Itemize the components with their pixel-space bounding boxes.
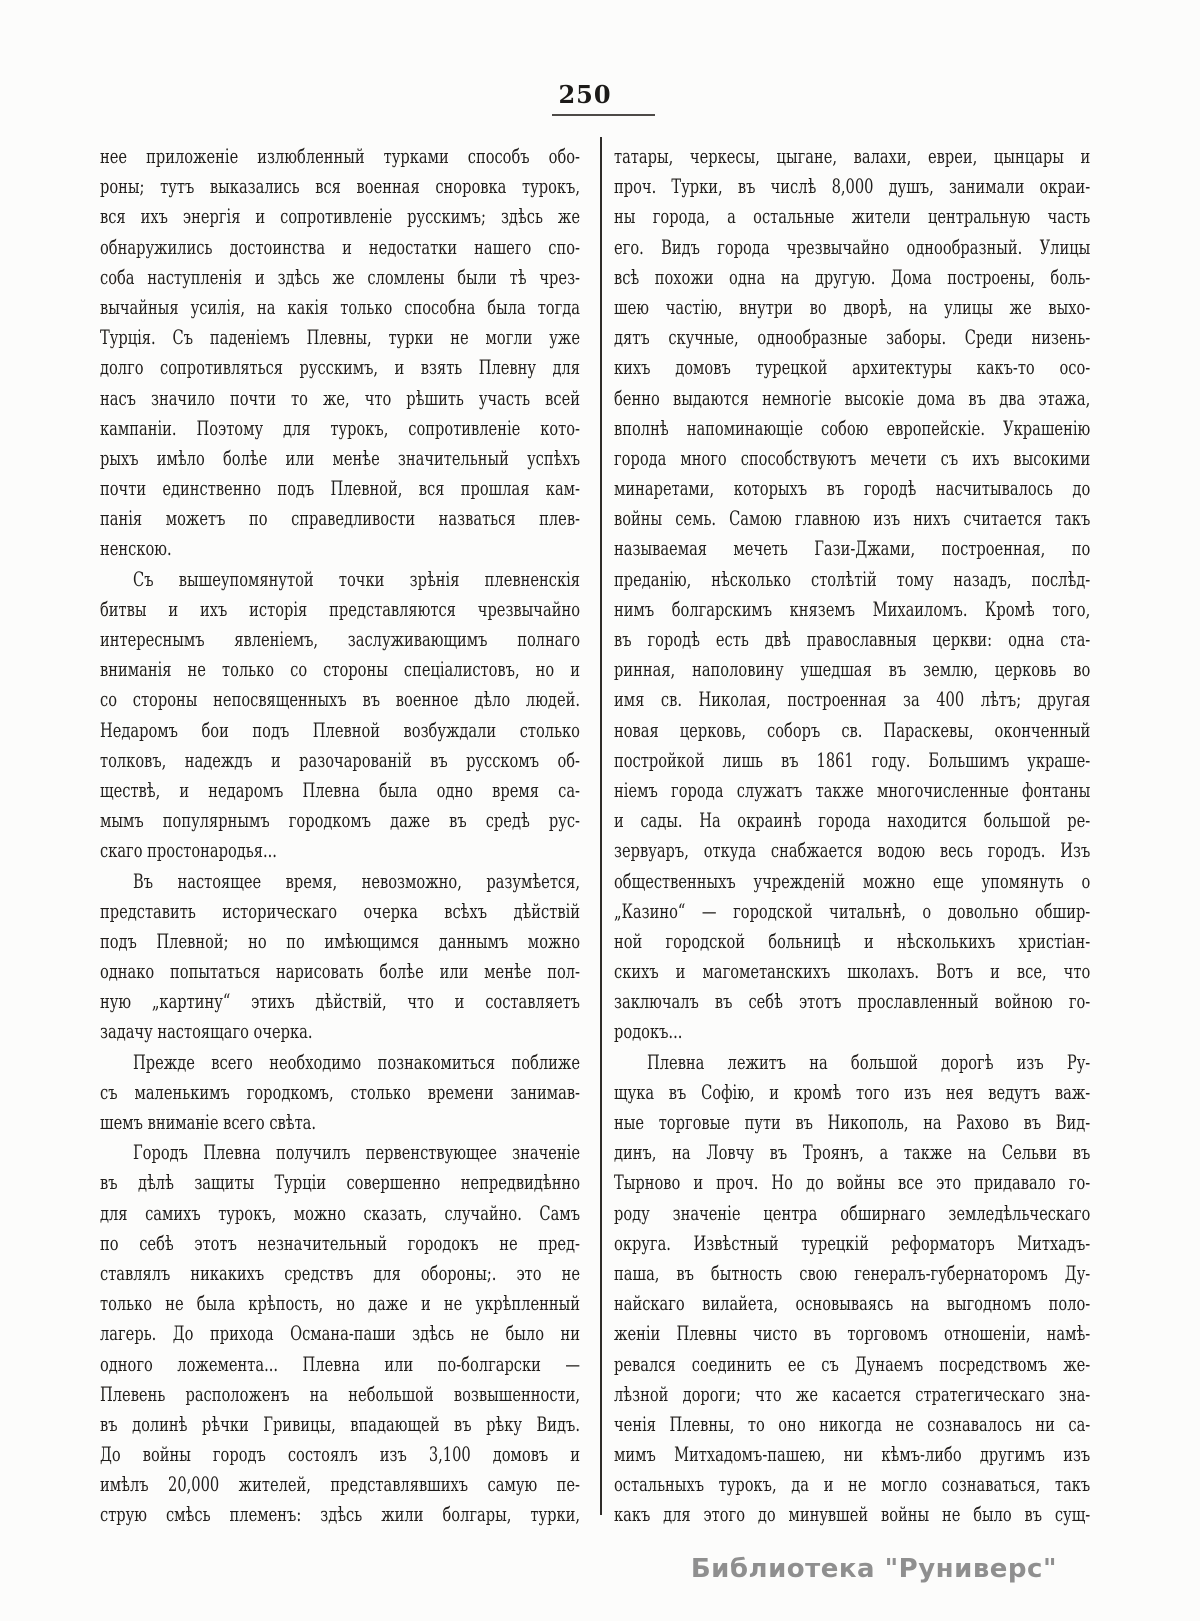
text-line: роны; тутъ выказались вся военная сноровка турокъ, bbox=[100, 175, 580, 199]
text-line: ную „картину“ этихъ дѣйствій, что и составляетъ bbox=[100, 990, 580, 1014]
text-line: общественныхъ учрежденій можно еще упомянуть о bbox=[614, 869, 1091, 893]
text-line: Недаромъ бои подъ Плевной возбуждали столько bbox=[100, 718, 580, 742]
text-line: женіи Плевны чисто въ торговомъ отношеніи, намѣ- bbox=[614, 1322, 1091, 1346]
text-line: остальныхъ турокъ, да и не могло сознаваться, такъ bbox=[614, 1473, 1091, 1497]
text-line: кампаніи. Поэтому для турокъ, сопротивленіе кото- bbox=[100, 416, 580, 440]
text-line: панія можетъ по справедливости назваться плев- bbox=[100, 507, 580, 531]
text-line: найскаго вилайета, основываясь на выгодномъ поло- bbox=[614, 1292, 1091, 1316]
text-line: вычайныя усилія, на какія только способна была тогда bbox=[100, 295, 580, 319]
text-line: Тырново и проч. Но до войны все это придавало го- bbox=[614, 1171, 1091, 1195]
text-line: шемъ вниманіе всего свѣта. bbox=[100, 1111, 317, 1134]
text-line: подъ Плевной; но по имѣющимся даннымъ можно bbox=[100, 929, 580, 953]
text-line: До войны городъ состоялъ изъ 3,100 домовъ и bbox=[100, 1443, 580, 1467]
text-line: ненскою. bbox=[100, 537, 172, 561]
text-line: соба наступленія и здѣсь же сломлены были тѣ чрез- bbox=[100, 265, 580, 289]
text-line: имѣлъ 20,000 жителей, представлявшихъ самую пе- bbox=[100, 1473, 580, 1497]
text-line: съ маленькимъ городкомъ, столько времени занимав- bbox=[100, 1080, 580, 1104]
text-line: интереснымъ явленіемъ, заслуживающимъ полнаго bbox=[100, 628, 580, 651]
text-line: нее приложеніе излюбленный турками способъ обо- bbox=[100, 145, 580, 168]
text-line: роду значеніе центра обширнаго земледѣльческаго bbox=[614, 1201, 1091, 1225]
text-line: скихъ и магометанскихъ школахъ. Вотъ и все, что bbox=[614, 960, 1091, 984]
text-line: обнаружились достоинства и недостатки нашего спо- bbox=[100, 235, 580, 259]
text-line: ревался соединить ее съ Дунаемъ посредствомъ же- bbox=[614, 1352, 1091, 1376]
text-line: струю смѣсь племенъ: здѣсь жили болгары, турки, bbox=[100, 1503, 580, 1527]
text-line: одного ложемента... Плевна или по-болгарски — bbox=[100, 1352, 580, 1376]
page-number-rule bbox=[552, 114, 655, 116]
text-line: вполнѣ напоминающіе собою европейскіе. Украшенію bbox=[614, 416, 1091, 440]
text-line: въ долинѣ рѣчки Гривицы, впадающей въ рѣку Видъ. bbox=[100, 1412, 580, 1436]
text-line: города много способствуютъ мечети съ ихъ высокими bbox=[614, 446, 1091, 470]
text-line: мимъ Митхадомъ-пашею, ни кѣмъ-либо другимъ изъ bbox=[614, 1443, 1091, 1467]
text-line: ченія Плевны, то оно никогда не сознавалось ни са- bbox=[614, 1412, 1091, 1436]
text-line: его. Видъ города чрезвычайно однообразный. Улицы bbox=[614, 235, 1091, 259]
text-line: щука въ Софію, и кромѣ того изъ нея ведутъ важ- bbox=[614, 1080, 1091, 1104]
text-line: лѣзной дороги; что же касается стратегическаго зна- bbox=[614, 1382, 1091, 1406]
text-line: родокъ... bbox=[614, 1020, 683, 1044]
text-line: „Казино“ — городской читальнѣ, о довольно обшир- bbox=[614, 899, 1091, 923]
text-line: преданію, нѣсколько столѣтій тому назадъ, послѣд- bbox=[614, 567, 1091, 591]
text-line: почти единственно подъ Плевной, вся прошлая кам- bbox=[100, 477, 580, 501]
text-line: только не была крѣпость, но даже и не укрѣпленный bbox=[100, 1292, 580, 1316]
text-line: для самихъ турокъ, можно сказать, случайно. Самъ bbox=[100, 1201, 580, 1225]
text-line: ществѣ, и недаромъ Плевна была одно время са- bbox=[100, 778, 580, 802]
right-column bbox=[614, 142, 1090, 1531]
text-line: кихъ домовъ турецкой архитектуры какъ-то осо- bbox=[614, 356, 1091, 380]
text-line: насъ значило почти то же, что рѣшить участь всей bbox=[100, 386, 580, 410]
text-line: округа. Извѣстный турецкій реформаторъ Митхадъ- bbox=[614, 1231, 1091, 1255]
left-column bbox=[100, 142, 580, 1531]
text-line: Въ настоящее время, невозможно, разумѣется, bbox=[133, 869, 580, 893]
text-line: вниманія не только со стороны спеціалистовъ, но и bbox=[100, 658, 580, 682]
text-line: динъ, на Ловчу въ Троянъ, а также на Сельви въ bbox=[614, 1141, 1091, 1165]
text-line: долго сопротивляться русскимъ, и взять Плевну для bbox=[100, 356, 580, 380]
column-divider bbox=[600, 137, 602, 1515]
text-line: Съ вышеупомянутой точки зрѣнія плевненскія bbox=[133, 567, 580, 591]
text-line: ринная, наполовину ушедшая въ землю, церковь во bbox=[614, 658, 1091, 682]
text-line: вся ихъ энергія и сопротивленіе русскимъ; здѣсь же bbox=[100, 205, 580, 229]
text-line: какъ для этого до минувшей войны не было въ сущ- bbox=[614, 1503, 1091, 1527]
text-line: ставлялъ никакихъ средствъ для обороны;. это не bbox=[100, 1261, 580, 1285]
text-line: и сады. На окраинѣ города находится большой ре- bbox=[614, 809, 1091, 833]
text-line: имя св. Николая, построенная за 400 лѣтъ; другая bbox=[614, 688, 1091, 712]
text-line: Городъ Плевна получилъ первенствующее значеніе bbox=[133, 1141, 580, 1165]
text-line: рыхъ имѣло болѣе или менѣе значительный успѣхъ bbox=[100, 446, 580, 470]
text-line: зервуаръ, откуда снабжается водою весь городъ. Изъ bbox=[614, 839, 1091, 863]
text-line: проч. Турки, въ числѣ 8,000 душъ, занимали окраи- bbox=[614, 175, 1091, 199]
text-line: толковъ, надеждъ и разочарованій въ русскомъ об- bbox=[100, 748, 580, 772]
text-line: ные торговые пути въ Никополь, на Рахово въ Вид- bbox=[614, 1111, 1091, 1134]
text-line: называемая мечеть Гази-Джами, построенная, по bbox=[614, 537, 1091, 561]
text-line: татары, черкесы, цыгане, валахи, евреи, цынцары и bbox=[614, 145, 1091, 168]
library-watermark: Библиотека "Руниверс" bbox=[690, 1554, 1057, 1584]
text-line: битвы и ихъ исторія представляются чрезвычайно bbox=[100, 597, 580, 621]
text-line: паша, въ бытность свою генералъ-губернаторомъ Ду- bbox=[614, 1261, 1091, 1285]
text-line: шею частію, внутри во дворѣ, на улицы же выхо- bbox=[614, 295, 1091, 319]
text-line: скаго простонародья... bbox=[100, 839, 277, 863]
text-line: ны города, а остальные жители центральную часть bbox=[614, 205, 1091, 229]
text-line: по себѣ этотъ незначительный городокъ не пред- bbox=[100, 1231, 580, 1255]
text-line: въ дѣлѣ защиты Турціи совершенно непредвидѣнно bbox=[100, 1171, 580, 1195]
text-line: представить историческаго очерка всѣхъ дѣйствій bbox=[100, 899, 580, 923]
text-line: ніемъ города служатъ также многочисленные фонтаны bbox=[614, 778, 1091, 802]
text-line: въ городѣ есть двѣ православныя церкви: одна ста- bbox=[614, 628, 1091, 651]
text-line: Прежде всего необходимо познакомиться поближе bbox=[133, 1050, 580, 1074]
text-line: заключалъ въ себѣ этотъ прославленный войною го- bbox=[614, 990, 1091, 1014]
text-line: со стороны непосвященныхъ въ военное дѣло людей. bbox=[100, 688, 580, 712]
text-line: постройкой лишь въ 1861 году. Большимъ украше- bbox=[614, 748, 1091, 772]
text-line: мымъ популярнымъ городкомъ даже въ средѣ рус- bbox=[100, 809, 580, 833]
page-number: 250 bbox=[558, 80, 612, 109]
text-line: войны семь. Самою главною изъ нихъ считается такъ bbox=[614, 507, 1091, 531]
text-line: Турція. Съ паденіемъ Плевны, турки не могли уже bbox=[100, 326, 580, 350]
text-line: однако попытаться нарисовать болѣе или менѣе пол- bbox=[100, 960, 580, 984]
text-line: бенно выдаются немногіе высокіе дома въ два этажа, bbox=[614, 386, 1091, 410]
text-line: новая церковь, соборъ св. Параскевы, оконченный bbox=[614, 718, 1091, 742]
text-line: лагерь. До прихода Османа-паши здѣсь не было ни bbox=[100, 1322, 580, 1346]
text-line: всѣ похожи одна на другую. Дома построены, боль- bbox=[614, 265, 1091, 289]
text-line: Плевна лежитъ на большой дорогѣ изъ Ру- bbox=[647, 1050, 1091, 1074]
text-line: дятъ скучные, однообразные заборы. Среди низень- bbox=[614, 326, 1091, 350]
text-line: Плевень расположенъ на небольшой возвышенности, bbox=[100, 1382, 580, 1406]
text-line: минаретами, которыхъ въ городѣ насчитывалось до bbox=[614, 477, 1091, 501]
text-line: ной городской больницѣ и нѣсколькихъ христіан- bbox=[614, 929, 1091, 953]
text-line: нимъ болгарскимъ княземъ Михаиломъ. Кромѣ того, bbox=[614, 597, 1091, 621]
text-line: задачу настоящаго очерка. bbox=[100, 1020, 313, 1044]
